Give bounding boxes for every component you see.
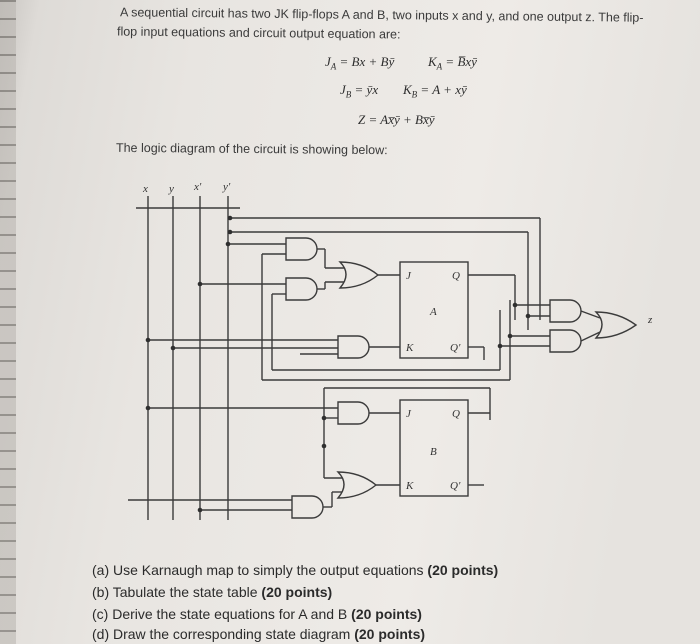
ff-a-name: A [430, 306, 437, 318]
ff-a-qn-label: Q' [450, 342, 461, 354]
question-b: (b) Tabulate the state table (20 points) [92, 584, 333, 600]
and-gate-z-2 [550, 330, 581, 352]
and-gate-jb [338, 402, 369, 424]
and-gate-kb-input [292, 496, 323, 518]
or-gate-z [596, 312, 636, 338]
and-gate-ka [338, 336, 369, 358]
ff-b-j-label: J [406, 408, 411, 420]
ff-b-q-label: Q [452, 408, 460, 420]
question-c: (c) Derive the state equations for A and B (20 points) [92, 606, 422, 622]
and-gate-z-1 [550, 300, 581, 322]
input-label-y-prime: y' [223, 181, 231, 193]
or-gate-kb [338, 472, 376, 498]
equation-jb: $J_B$ = ȳx [340, 82, 379, 100]
ff-b-qn-label: Q' [450, 480, 461, 492]
input-label-x: x [143, 183, 148, 195]
equation-ja: $J_A = Bx$ + Bȳ [325, 54, 395, 72]
input-label-y: y [169, 183, 174, 195]
ff-b-k-label: K [406, 480, 414, 492]
output-label-z: z [648, 314, 653, 326]
and-gate-1 [286, 238, 317, 260]
ff-a-j-label: J [406, 270, 411, 282]
equation-z: Z = Ax̅ȳ + Bx̅ȳ [358, 112, 435, 127]
question-a: (a) Use Karnaugh map to simply the output equations (20 points) [92, 562, 499, 578]
diagram-caption: The logic diagram of the circuit is showing below: [115, 140, 388, 158]
ff-b-name: B [430, 446, 437, 458]
input-label-x-prime: x' [194, 181, 202, 193]
ff-a-k-label: K [406, 342, 414, 354]
and-gate-2 [286, 278, 317, 300]
equation-kb: $K_B = A$ + xȳ [403, 82, 467, 100]
intro-line-1: A sequential circuit has two JK flip-flops A and B, two inputs x and y, and one output z. The flip- [119, 5, 644, 25]
equation-ka: $K_A$ = B̅xȳ [428, 54, 477, 72]
question-d: (d) Draw the corresponding state diagram (20 points) [92, 626, 426, 642]
or-gate-ja [340, 262, 378, 288]
intro-line-2: flop input equations and circuit output equation are: [116, 24, 401, 42]
ff-a-q-label: Q [452, 270, 460, 282]
